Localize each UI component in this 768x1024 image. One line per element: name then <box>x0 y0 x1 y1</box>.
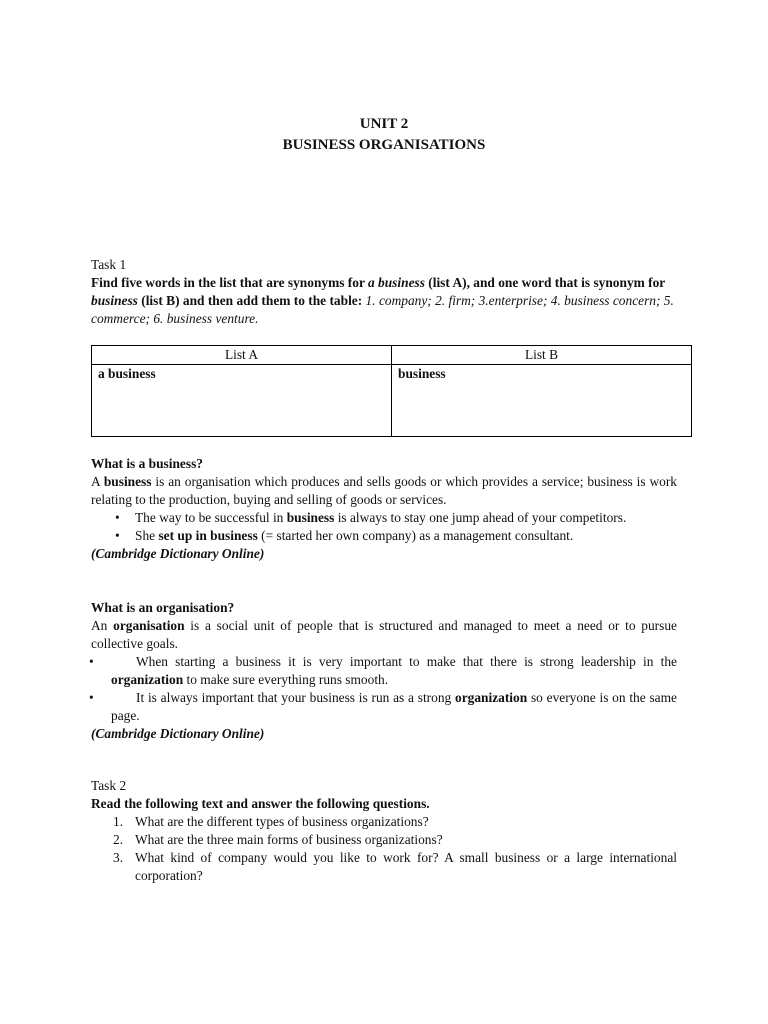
list-item: • The way to be successful in business is always to stay one jump ahead of your competitors. <box>135 509 677 527</box>
organisation-section <box>91 599 677 743</box>
word-list: 1. company; 2. firm; 3.enterprise; 4. business concern; 5. commerce; 6. business venture. <box>91 293 674 326</box>
list-a-cell: a business <box>92 365 392 437</box>
question-item: 1. What are the different types of business organizations? <box>113 814 429 829</box>
list-item: • She set up in business (= started her own company) as a management consultant. <box>135 527 677 545</box>
business-heading: What is a business? <box>91 456 203 471</box>
list-b-header: List B <box>392 346 692 365</box>
organisation-heading: What is an organisation? <box>91 600 235 615</box>
list-item: • It is always important that your business is run as a strong organization so everyone is on the same page. <box>111 689 677 725</box>
unit-heading: UNIT 2 <box>359 116 409 132</box>
list-item: • When starting a business it is very important to make that there is strong leadership in the organization to make sure everything runs smooth. <box>111 653 677 689</box>
source-citation: (Cambridge Dictionary Online) <box>91 726 265 741</box>
list-b-cell: business <box>392 365 692 437</box>
page-title: BUSINESS ORGANISATIONS <box>282 137 486 153</box>
lists-table <box>91 345 692 437</box>
list-a-header: List A <box>92 346 392 365</box>
business-definition: A business is an organisation which produces and sells goods or which provides a service; business is work relating to the production, buying and selling of goods or services. <box>91 474 677 507</box>
task1-instruction: Find five words in the list that are synonyms for a business (list A), and one word that is synonym for business (list B) and then add them to the table: 1. company; 2. firm; 3.enterprise; 4. business concern; 5. commerce; 6. business venture. <box>91 275 674 326</box>
organisation-examples <box>91 653 677 725</box>
source-citation: (Cambridge Dictionary Online) <box>91 546 265 561</box>
task1-section <box>91 256 677 328</box>
task2-questions <box>91 813 677 885</box>
business-section <box>91 455 677 563</box>
business-examples <box>91 509 677 545</box>
task1-label: Task 1 <box>91 257 127 272</box>
task2-section <box>91 777 677 885</box>
question-item: 3. What kind of company would you like to work for? A small business or a large international corporation? <box>113 850 677 883</box>
organisation-definition: An organisation is a social unit of people that is structured and managed to meet a need or to pursue collective goals. <box>91 618 677 651</box>
task2-instruction: Read the following text and answer the following questions. <box>91 796 430 811</box>
question-item: 2. What are the three main forms of business organizations? <box>113 832 443 847</box>
task2-label: Task 2 <box>91 778 127 793</box>
